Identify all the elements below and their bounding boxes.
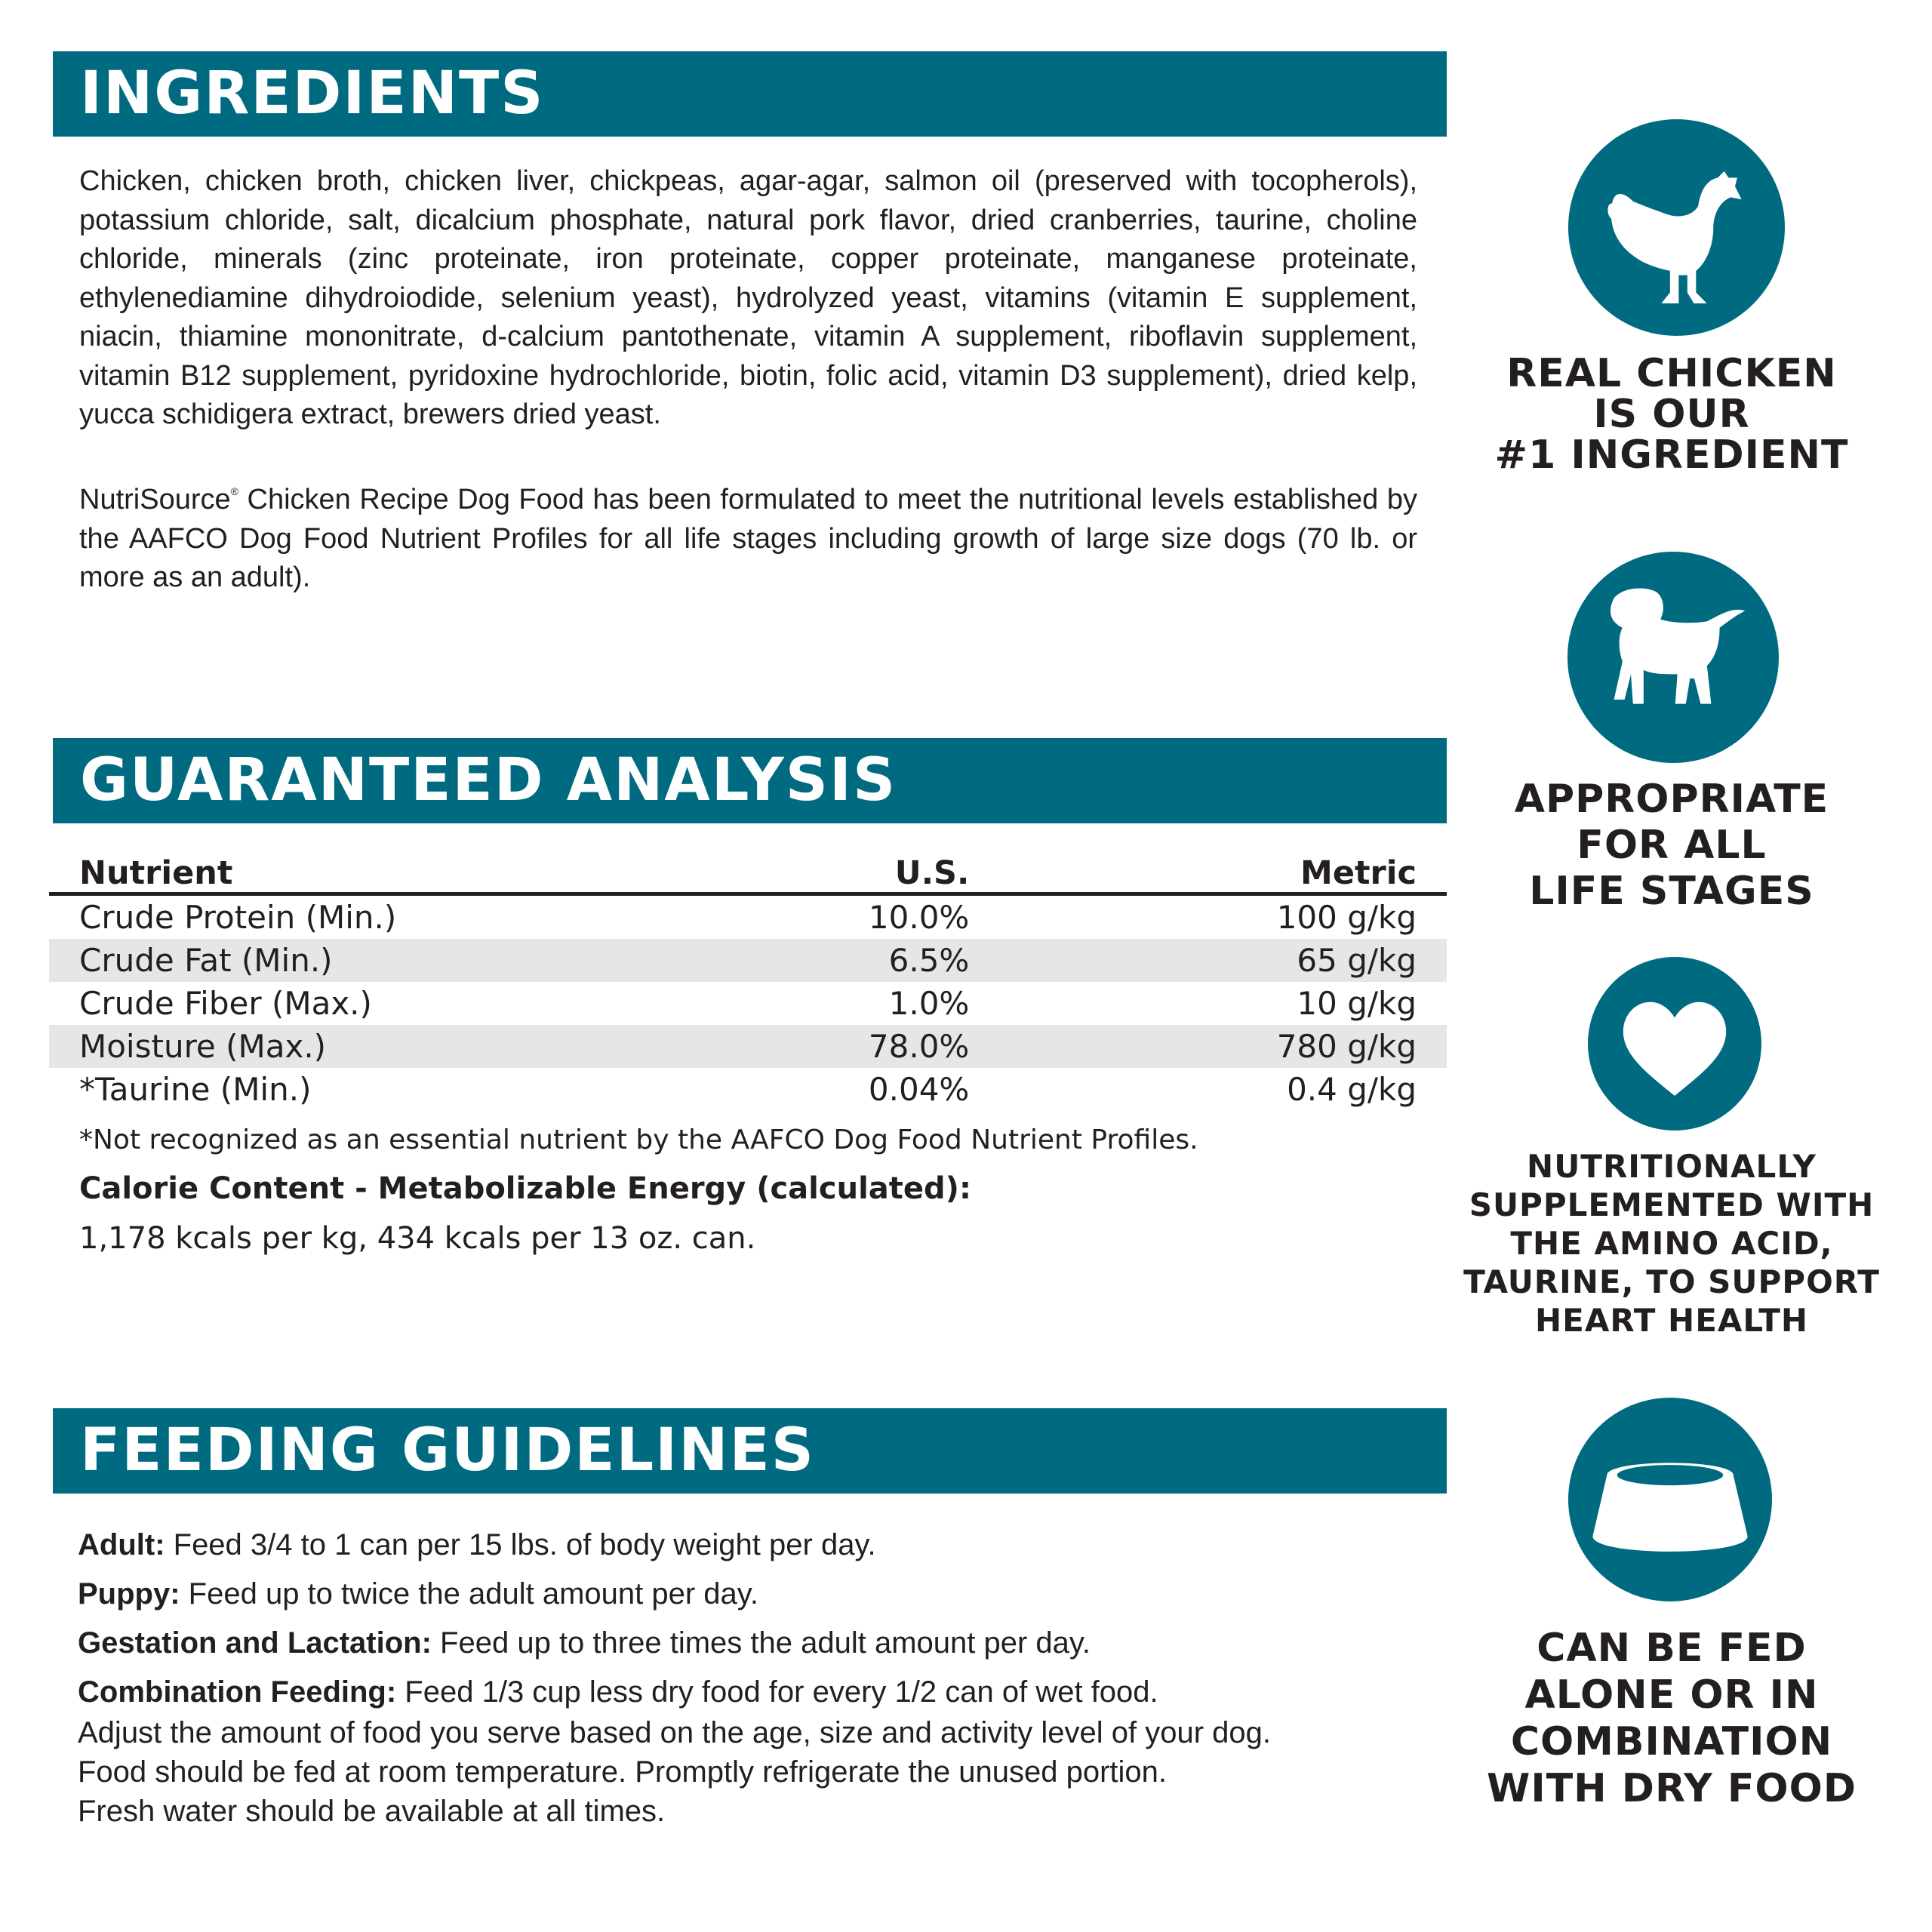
table-row — [49, 982, 1447, 1025]
taurine-footnote: *Not recognized as an essential nutrient by the AAFCO Dog Food Nutrient Profiles. — [79, 1124, 1198, 1155]
feeding-note: Fresh water should be available at all times. — [78, 1795, 666, 1828]
feeding-gestation — [78, 1626, 1436, 1660]
caption-line: THE AMINO ACID, — [1510, 1225, 1833, 1262]
feeding-puppy — [78, 1577, 1436, 1611]
caption-line: CAN BE FED — [1537, 1626, 1807, 1671]
brand-name: NutriSource — [79, 484, 231, 515]
ingredients-heading: INGREDIENTS — [53, 51, 1447, 137]
feeding-text: Feed up to three times the adult amount per day. — [431, 1626, 1091, 1660]
caption-line: COMBINATION — [1510, 1719, 1833, 1764]
feeding-combination — [78, 1675, 1436, 1709]
us-value-cell: 78.0% — [720, 1025, 999, 1068]
caption-line: #1 INGREDIENT — [1494, 432, 1849, 478]
us-value-cell: 6.5% — [720, 939, 999, 982]
nutrient-cell: Moisture (Max.) — [49, 1025, 720, 1068]
caption-line: APPROPRIATE — [1514, 777, 1829, 822]
feeding-label: Adult: — [78, 1528, 165, 1561]
chicken-badge — [1568, 119, 1785, 336]
nutrient-cell: Crude Protein (Min.) — [79, 899, 397, 936]
table-row — [49, 1068, 1447, 1111]
bowl-badge — [1568, 1398, 1772, 1601]
caption-line: HEART HEALTH — [1534, 1302, 1809, 1339]
analysis-header-row — [49, 843, 1447, 894]
table-row — [49, 939, 1447, 982]
caption-line: TAURINE, TO SUPPORT — [1463, 1263, 1880, 1300]
table-row — [49, 894, 1447, 940]
statement-text: Chicken Recipe Dog Food has been formulated to meet the nutritional levels established by the AAFCO Dog Food Nutrient Profiles for all life stages including growth of large size dogs (70 lb. or more as an adult). — [79, 484, 1417, 593]
us-value-cell: 0.04% — [868, 1071, 970, 1108]
feeding-heading: FEEDING GUIDELINES — [53, 1408, 1447, 1494]
us-value-cell: 10.0% — [868, 899, 970, 936]
aafco-statement — [79, 472, 1417, 598]
ingredients-text: Chicken, chicken broth, chicken liver, chickpeas, agar-agar, salmon oil (preserved with tocopherols), potassium chloride, salt, dicalcium phosphate, natural pork flavor, dried cranberries, taurine, choline chloride, minerals (zinc proteinate, iron proteinate, copper proteinate, manganese proteinate, ethylenediamine dihydroiodide, selenium yeast), hydrolyzed yeast, vitamins (vitamin E supplement, niacin, thiamine mononitrate, d-calcium pantothenate, vitamin A supplement, riboflavin supplement, vitamin B12 supplement, pyridoxine hydrochloride, biotin, folic acid, vitamin D3 supplement), dried kelp, yucca schidigera extract, brewers dried yeast. — [79, 165, 1417, 430]
metric-value-cell: 0.4 g/kg — [1287, 1071, 1417, 1108]
caption-line: LIFE STAGES — [1529, 869, 1814, 914]
nutrient-cell: Crude Fat (Min.) — [49, 939, 720, 982]
feeding-text: Feed 3/4 to 1 can per 15 lbs. of body weight per day. — [165, 1528, 876, 1561]
badge-caption-chicken — [1457, 351, 1887, 478]
metric-value-cell: 780 g/kg — [999, 1025, 1447, 1068]
caption-line: WITH DRY FOOD — [1486, 1766, 1857, 1811]
caption-line: ALONE OR IN — [1524, 1672, 1819, 1718]
analysis-table — [49, 843, 1447, 1111]
table-row — [49, 1025, 1447, 1068]
badge-caption-puppy — [1457, 777, 1887, 915]
analysis-heading: GUARANTEED ANALYSIS — [53, 738, 1447, 823]
us-value-cell: 1.0% — [888, 985, 970, 1022]
caption-line: FOR ALL — [1577, 823, 1767, 868]
feeding-text: Feed 1/3 cup less dry food for every 1/2 can of wet food. — [396, 1675, 1158, 1709]
feeding-label: Puppy: — [78, 1577, 180, 1611]
feeding-text: Feed up to twice the adult amount per day. — [180, 1577, 758, 1611]
column-header-metric: Metric — [999, 843, 1447, 894]
puppy-icon — [1567, 552, 1779, 763]
heart-icon — [1588, 957, 1761, 1131]
badge-caption-bowl — [1457, 1625, 1887, 1812]
bowl-icon — [1568, 1398, 1772, 1601]
feeding-note: Adjust the amount of food you serve based on the age, size and activity level of your dog. — [78, 1716, 1271, 1749]
caption-line: IS OUR — [1593, 392, 1750, 437]
column-header-us: U.S. — [720, 843, 999, 894]
caption-line: NUTRITIONALLY — [1527, 1148, 1817, 1185]
feeding-label: Combination Feeding: — [78, 1675, 397, 1709]
badge-caption-heart — [1457, 1147, 1887, 1340]
feeding-label: Gestation and Lactation: — [78, 1626, 432, 1660]
puppy-badge — [1567, 552, 1779, 763]
caption-line: REAL CHICKEN — [1506, 351, 1837, 396]
metric-value-cell: 100 g/kg — [1276, 899, 1417, 936]
nutrient-cell: *Taurine (Min.) — [79, 1071, 312, 1108]
calorie-label: Calorie Content - Metabolizable Energy (calculated): — [79, 1171, 971, 1206]
calorie-value: 1,178 kcals per kg, 434 kcals per 13 oz. can. — [79, 1221, 756, 1256]
feeding-note: Food should be fed at room temperature. Promptly refrigerate the unused portion. — [78, 1755, 1168, 1789]
chicken-icon — [1568, 119, 1785, 336]
metric-value-cell: 10 g/kg — [1297, 985, 1417, 1022]
caption-line: SUPPLEMENTED WITH — [1469, 1186, 1875, 1223]
nutrient-cell: Crude Fiber (Max.) — [79, 985, 372, 1022]
column-header-nutrient: Nutrient — [49, 843, 720, 894]
metric-value-cell: 65 g/kg — [999, 939, 1447, 982]
heart-badge — [1588, 957, 1761, 1131]
feeding-adult — [78, 1528, 1436, 1562]
registered-mark: ® — [230, 485, 238, 497]
